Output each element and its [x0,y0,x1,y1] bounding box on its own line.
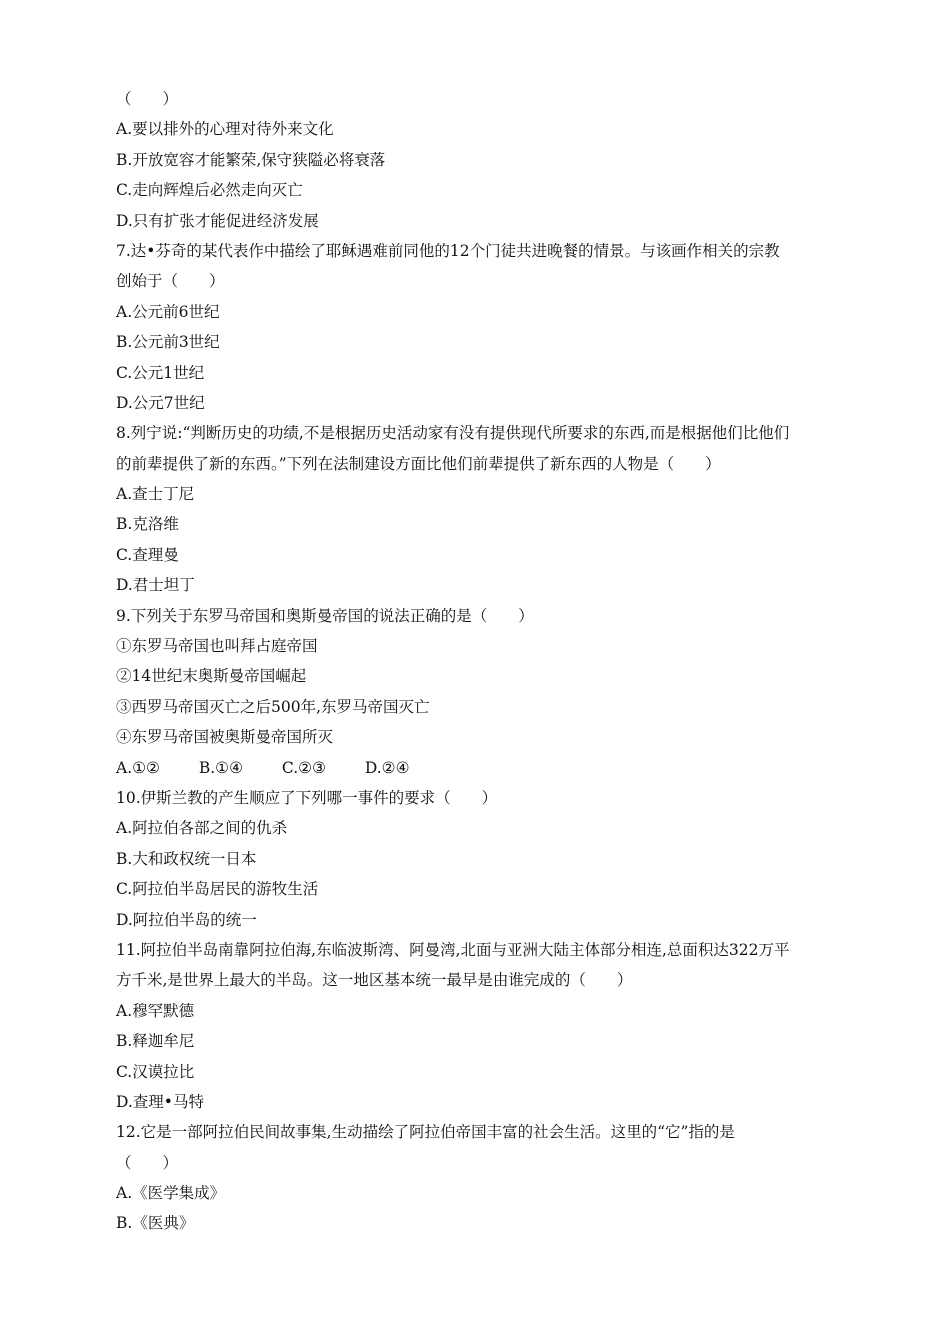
q11-option-b: B.释迦牟尼 [116,1032,195,1051]
q8-option-a: A.查士丁尼 [116,485,195,504]
q6-option-d: D.只有扩张才能促进经济发展 [116,211,319,230]
q9-option-a: A.①② [116,758,160,777]
q9-statement-4: ④东罗马帝国被奥斯曼帝国所灭 [116,728,334,747]
q7-option-c: C.公元1世纪 [116,363,205,382]
q7-option-b: B.公元前3世纪 [116,333,220,352]
q8-option-d: D.君士坦丁 [116,576,195,595]
q11-stem-line1: 11.阿拉伯半岛南靠阿拉伯海,东临波斯湾、阿曼湾,北面与亚洲大陆主体部分相连,总面积达322万平 [116,940,790,959]
q7-stem-line2: 创始于（ ） [116,272,225,291]
q9-statement-1: ①东罗马帝国也叫拜占庭帝国 [116,637,318,656]
q9-stem: 9.下列关于东罗马帝国和奥斯曼帝国的说法正确的是（ ） [116,606,534,625]
q9-option-b: B.①④ [198,758,243,777]
q6-option-c: C.走向辉煌后必然走向灭亡 [116,181,303,200]
q7-option-d: D.公元7世纪 [116,393,205,412]
q12-stem-line2: （ ） [116,1153,179,1172]
q8-option-b: B.克洛维 [116,515,179,534]
q12-stem-line1: 12.它是一部阿拉伯民间故事集,生动描绘了阿拉伯帝国丰富的社会生活。这里的“它”指的是 [116,1123,735,1142]
q6-bracket: （ ） [116,90,179,108]
q11-option-c: C.汉谟拉比 [116,1062,195,1081]
q6-option-b: B.开放宽容才能繁荣,保守狭隘必将衰落 [116,150,386,169]
q9-options-row [116,753,836,783]
q10-option-a: A.阿拉伯各部之间的仇杀 [116,819,288,838]
q11-option-a: A.穆罕默德 [116,1001,195,1020]
q9-statement-3: ③西罗马帝国灭亡之后500年,东罗马帝国灭亡 [116,697,430,716]
q10-option-c: C.阿拉伯半岛居民的游牧生活 [116,880,319,899]
q10-option-d: D.阿拉伯半岛的统一 [116,910,257,929]
q8-option-c: C.查理曼 [116,545,179,564]
q7-option-a: A.公元前6世纪 [116,302,220,321]
q9-option-c: C.②③ [281,758,326,777]
q6-option-a: A.要以排外的心理对待外来文化 [116,120,334,139]
q11-stem-line2: 方千米,是世界上最大的半岛。这一地区基本统一最早是由谁完成的（ ） [116,971,633,990]
q10-option-b: B.大和政权统一日本 [116,849,257,868]
q10-stem: 10.伊斯兰教的产生顺应了下列哪一事件的要求（ ） [116,788,498,807]
q8-stem-line1: 8.列宁说:“判断历史的功绩,不是根据历史活动家有没有提供现代所要求的东西,而是根据他们比他们 [116,424,790,443]
q7-stem-line1: 7.达•芬奇的某代表作中描绘了耶稣遇难前同他的12个门徒共进晚餐的情景。与该画作相关的宗教 [116,241,780,260]
q12-option-a: A.《医学集成》 [116,1184,226,1203]
q8-stem-line2: 的前辈提供了新的东西。”下列在法制建设方面比他们前辈提供了新东西的人物是（ ） [116,454,721,473]
q11-option-d: D.查理•马特 [116,1092,204,1111]
q9-statement-2: ②14世纪末奥斯曼帝国崛起 [116,667,307,686]
question-list [116,84,836,1239]
q9-option-d: D.②④ [364,758,410,777]
q12-option-b: B.《医典》 [116,1214,195,1233]
